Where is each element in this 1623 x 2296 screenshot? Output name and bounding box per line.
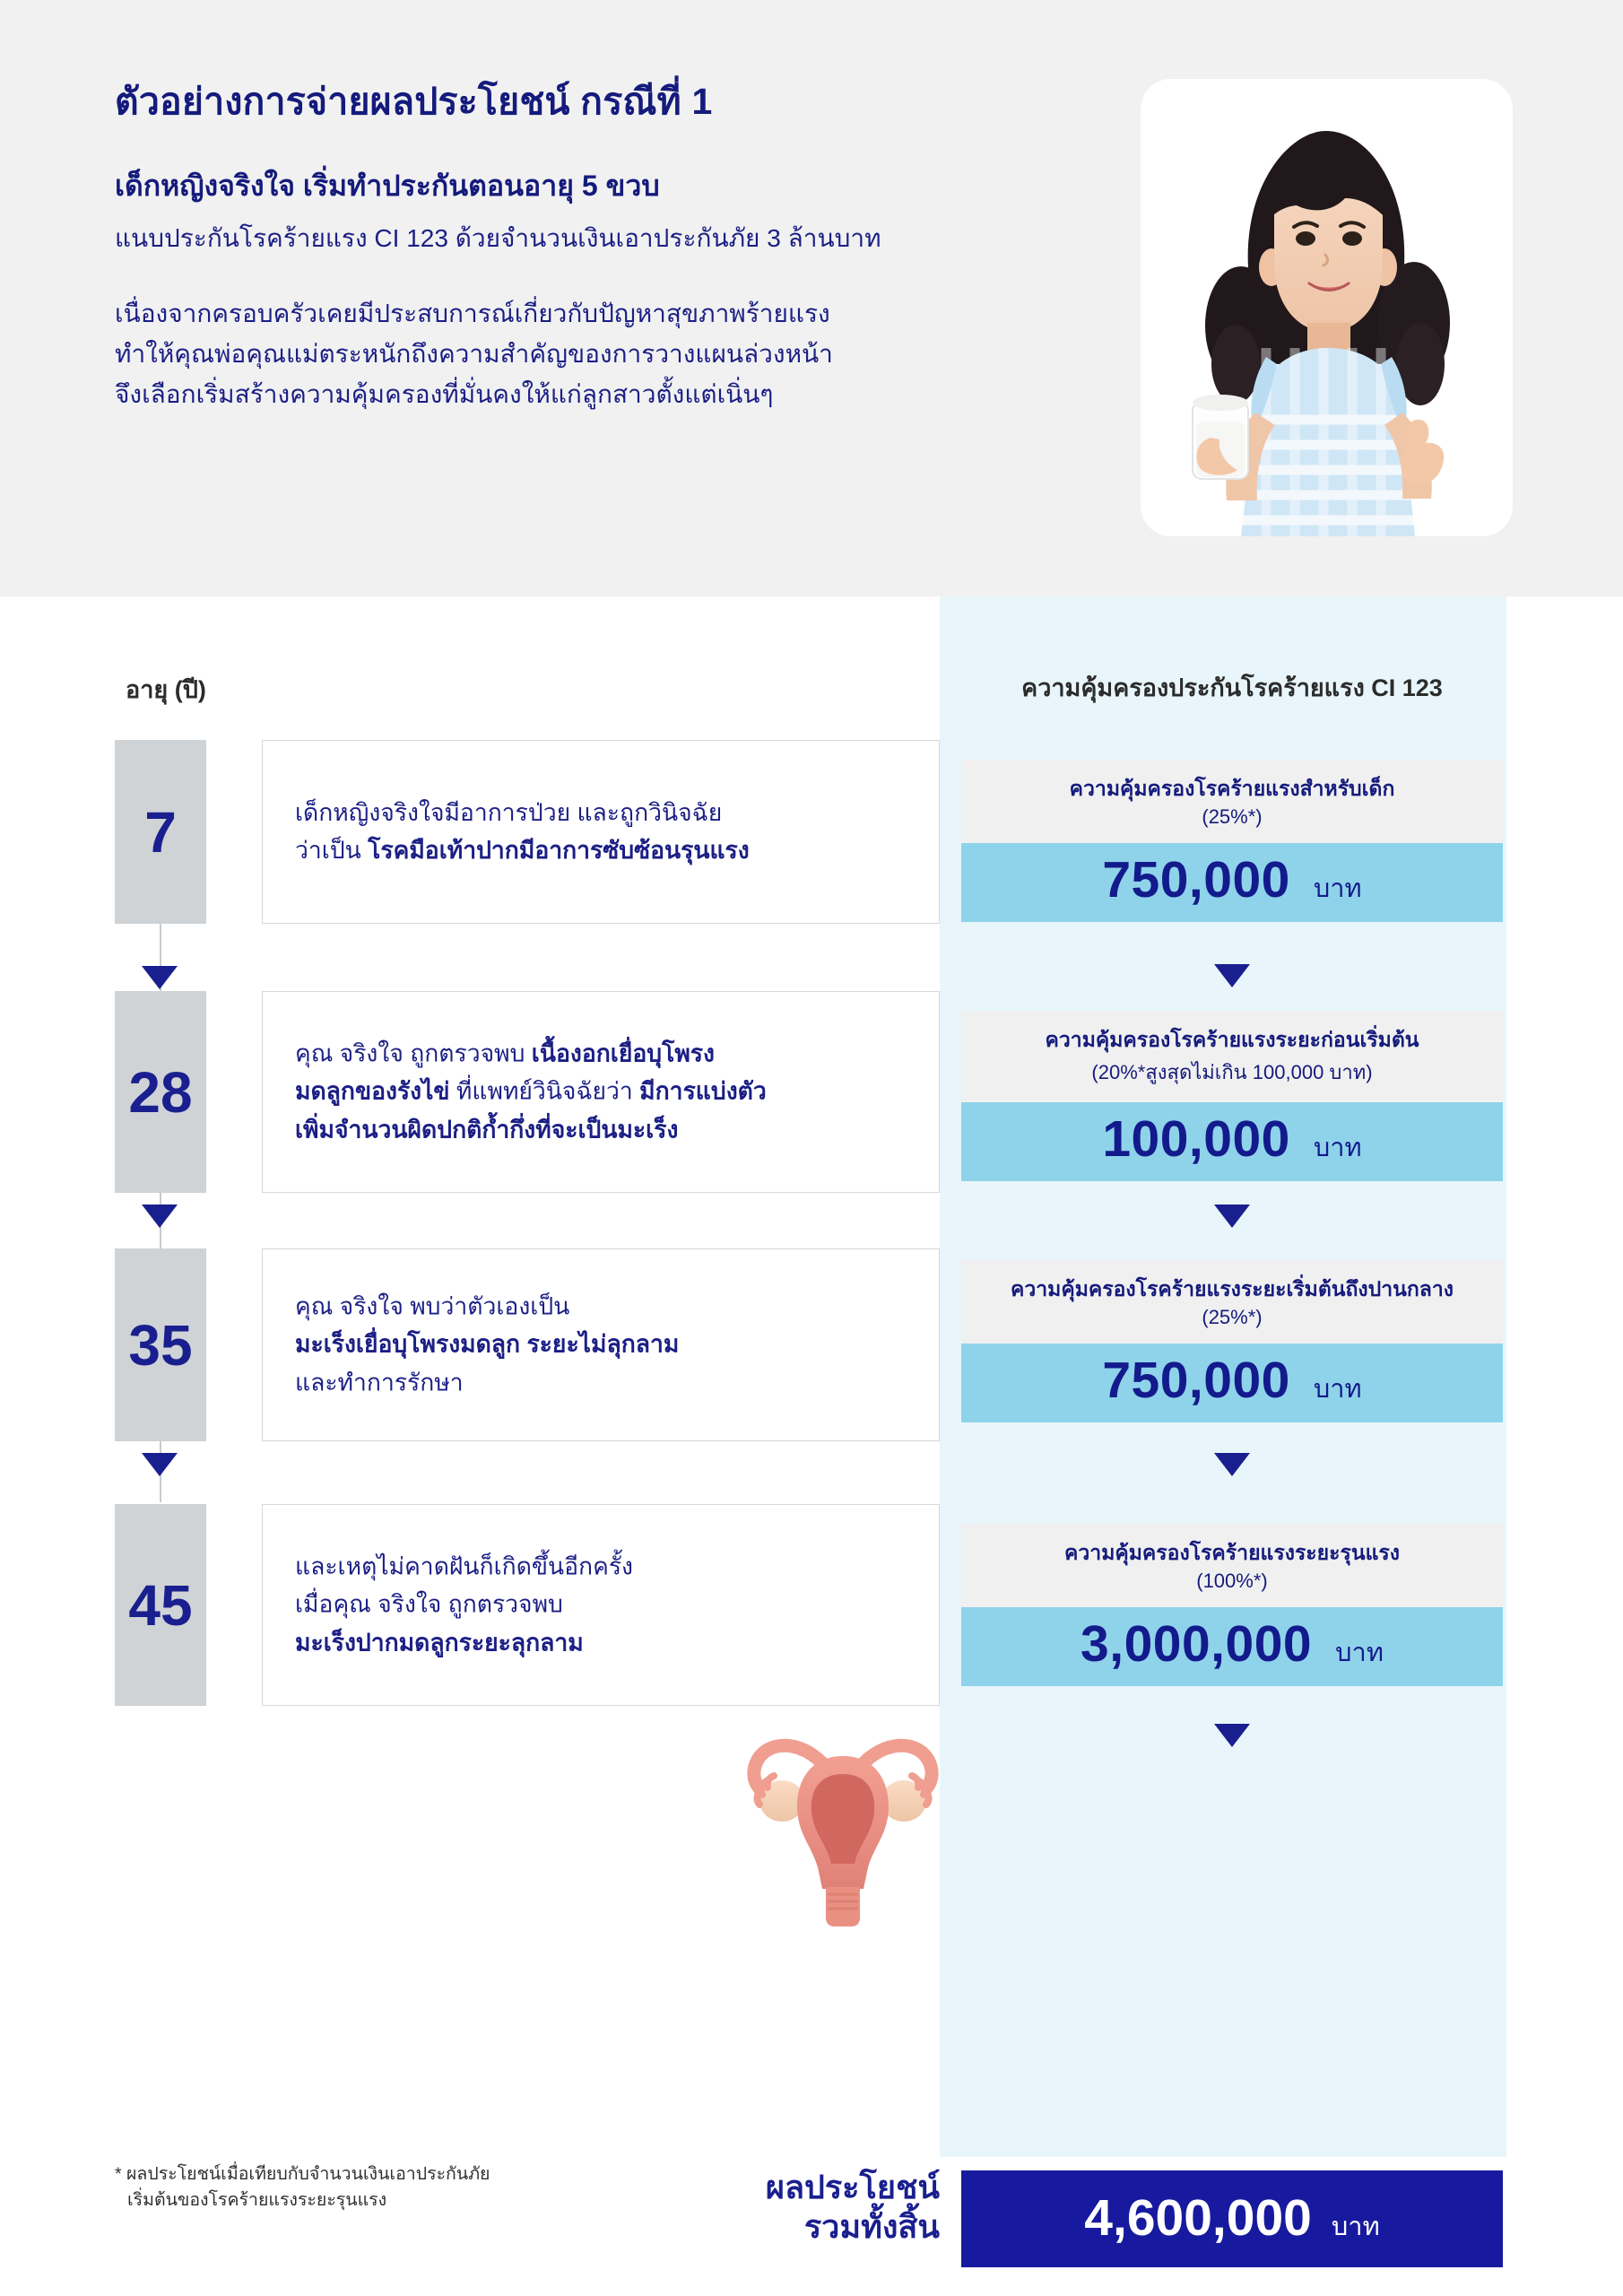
- desc-line-3-1: คุณ จริงใจ พบว่าตัวเองเป็น: [295, 1292, 570, 1320]
- benefit-head-row-4: [961, 1524, 1503, 1607]
- desc-line-3-3: และทำการรักษา: [295, 1369, 464, 1396]
- arrow-down-icon-age-3: [142, 1453, 178, 1476]
- benefit-amount-row-1: [961, 843, 1503, 922]
- benefit-percent-row-4: (100%*): [1196, 1570, 1268, 1593]
- footnote-line-1: * ผลประโยชน์เมื่อเทียบกับจำนวนเงินเอาประกันภัย: [115, 2164, 490, 2184]
- benefit-percent-row-3: (25%*): [1202, 1306, 1263, 1329]
- age-value-45: 45: [128, 1572, 193, 1638]
- age-chip-45: [115, 1504, 206, 1706]
- arrow-down-icon-age-1: [142, 966, 178, 989]
- total-amount-value: 4,600,000: [1084, 2189, 1312, 2247]
- arrow-down-icon-benefit-2: [1214, 1205, 1250, 1228]
- benefit-amount-row-4: [961, 1607, 1503, 1686]
- desc-line-1-1: เด็กหญิงจริงใจมีอาการป่วย และถูกวินิจฉัย: [295, 798, 723, 826]
- coverage-column-header: ความคุ้มครองประกันโรคร้ายแรง CI 123: [1021, 674, 1443, 701]
- benefit-amount-row-3: [961, 1344, 1503, 1422]
- description-text-row-1: [295, 794, 917, 871]
- desc-line-1-2: ว่าเป็น โรคมือเท้าปากมีอาการซับซ้อนรุนแรง: [295, 837, 750, 865]
- header-subtitle-bold: เด็กหญิงจริงใจ เริ่มทำประกันตอนอายุ 5 ขวบ: [115, 170, 660, 203]
- benefit-amount-value-row-2: 100,000: [1102, 1110, 1290, 1169]
- header-section: [0, 0, 1623, 596]
- description-card-row-1: [262, 740, 940, 924]
- description-card-row-3: [262, 1248, 940, 1441]
- arrow-down-icon-benefit-4: [1214, 1724, 1250, 1747]
- header-body-line-3: จึงเลือกเริ่มสร้างความคุ้มครองที่มั่นคงให้แก่ลูกสาวตั้งแต่เนิ่นๆ: [115, 380, 774, 409]
- page-title: ตัวอย่างการจ่ายผลประโยชน์ กรณีที่ 1: [115, 81, 713, 122]
- girl-with-milk-photo: [1141, 79, 1513, 536]
- description-card-row-2: [262, 991, 940, 1193]
- uterus-illustration: [731, 1720, 955, 1931]
- desc-line-2-1: คุณ จริงใจ ถูกตรวจพบ เนื้องอกเยื่อบุโพรง: [295, 1039, 715, 1067]
- header-body: [115, 293, 1065, 415]
- benefit-amount-row-2: [961, 1102, 1503, 1181]
- age-chip-7: [115, 740, 206, 924]
- description-text-row-3: [295, 1287, 917, 1403]
- age-value-28: 28: [128, 1059, 193, 1125]
- desc-line-4-3: มะเร็งปากมดลูกระยะลุกลาม: [295, 1629, 584, 1657]
- total-benefit-amount-box: [961, 2170, 1503, 2267]
- header-body-line-1: เนื่องจากครอบครัวเคยมีประสบการณ์เกี่ยวกับปัญหาสุขภาพร้ายแรง: [115, 299, 830, 327]
- benefit-title-row-3: ความคุ้มครองโรคร้ายแรงระยะเริ่มต้นถึงปานกลาง: [1010, 1277, 1454, 1300]
- benefit-timeline-chart: [0, 596, 1623, 2296]
- age-value-7: 7: [144, 799, 177, 865]
- benefit-title-row-2: ความคุ้มครองโรคร้ายแรงระยะก่อนเริ่มต้น: [1045, 1028, 1419, 1051]
- total-label-line-2: รวมทั้งสิ้น: [803, 2207, 940, 2245]
- benefit-amount-value-row-1: 750,000: [1102, 851, 1290, 909]
- footnote: [115, 2161, 617, 2214]
- benefit-unit-row-1: บาท: [1313, 874, 1362, 904]
- total-amount-unit: บาท: [1331, 2213, 1380, 2241]
- age-value-35: 35: [128, 1312, 193, 1378]
- age-chip-35: [115, 1248, 206, 1441]
- arrow-down-icon-age-2: [142, 1205, 178, 1228]
- desc-line-3-2: มะเร็งเยื่อบุโพรงมดลูก ระยะไม่ลุกลาม: [295, 1331, 680, 1359]
- description-text-row-2: [295, 1034, 917, 1150]
- benefit-unit-row-3: บาท: [1313, 1375, 1362, 1405]
- age-column-header: อายุ (ปี): [126, 676, 206, 703]
- header-text-block: [115, 79, 1065, 415]
- benefit-block-row-3: [961, 1260, 1503, 1422]
- benefit-percent-row-1: (25%*): [1202, 805, 1263, 829]
- benefit-percent-row-2: (20%*สูงสุดไม่เกิน 100,000 บาท): [1091, 1061, 1373, 1084]
- benefit-block-row-4: [961, 1524, 1503, 1686]
- benefit-unit-row-2: บาท: [1313, 1134, 1362, 1163]
- footnote-line-2: เริ่มต้นของโรคร้ายแรงระยะรุนแรง: [127, 2190, 387, 2211]
- arrow-down-icon-benefit-1: [1214, 964, 1250, 987]
- description-text-row-4: [295, 1547, 917, 1663]
- arrow-down-icon-benefit-3: [1214, 1453, 1250, 1476]
- header-body-line-2: ทำให้คุณพ่อคุณแม่ตระหนักถึงความสำคัญของการวางแผนล่วงหน้า: [115, 340, 833, 368]
- benefit-title-row-1: ความคุ้มครองโรคร้ายแรงสำหรับเด็ก: [1069, 777, 1395, 800]
- description-card-row-4: [262, 1504, 940, 1706]
- desc-line-2-3: เพิ่มจำนวนผิดปกติก้ำกึ่งที่จะเป็นมะเร็ง: [295, 1116, 679, 1144]
- benefit-unit-row-4: บาท: [1335, 1639, 1384, 1668]
- total-label-line-1: ผลประโยชน์: [765, 2169, 940, 2205]
- desc-line-4-1: และเหตุไม่คาดฝันก็เกิดขึ้นอีกครั้ง: [295, 1552, 633, 1580]
- benefit-head-row-1: [961, 760, 1503, 843]
- desc-line-2-2: มดลูกของรังไข่ ที่แพทย์วินิจฉัยว่า มีการแบ่งตัว: [295, 1078, 767, 1106]
- benefit-title-row-4: ความคุ้มครองโรคร้ายแรงระยะรุนแรง: [1064, 1541, 1400, 1564]
- benefit-amount-value-row-4: 3,000,000: [1081, 1615, 1313, 1674]
- total-benefit-label: [628, 2168, 940, 2247]
- benefit-head-row-3: [961, 1260, 1503, 1344]
- desc-line-4-2: เมื่อคุณ จริงใจ ถูกตรวจพบ: [295, 1591, 563, 1619]
- benefit-head-row-2: [961, 1011, 1503, 1102]
- benefit-block-row-1: [961, 760, 1503, 922]
- age-chip-28: [115, 991, 206, 1193]
- benefit-amount-value-row-3: 750,000: [1102, 1352, 1290, 1410]
- header-subtitle-plain: แนบประกันโรคร้ายแรง CI 123 ด้วยจำนวนเงินเอาประกันภัย 3 ล้านบาท: [115, 223, 881, 252]
- benefit-block-row-2: [961, 1011, 1503, 1181]
